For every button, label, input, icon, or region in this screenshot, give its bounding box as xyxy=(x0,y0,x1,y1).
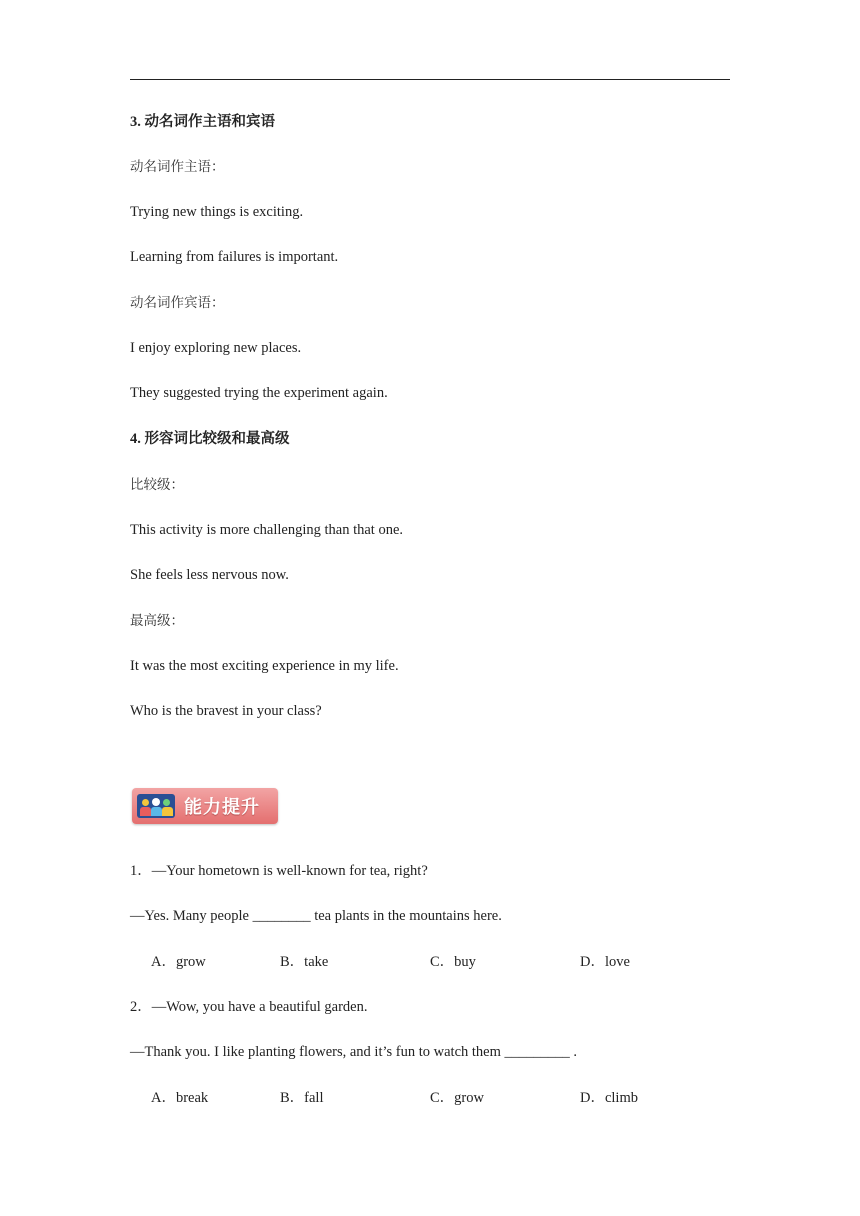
section-4-heading: 4. 形容词比较级和最高级 xyxy=(130,431,290,447)
question-1-option-b[interactable]: B．take xyxy=(280,954,329,970)
question-2-option-b[interactable]: B．fall xyxy=(280,1090,324,1106)
question-1-prompt: 1．—Your hometown is well-known for tea, right? xyxy=(130,863,428,879)
example-sentence: I enjoy exploring new places. xyxy=(130,340,302,356)
gerund-subject-label: 动名词作主语： xyxy=(130,159,225,175)
top-rule xyxy=(130,79,730,80)
question-2-option-c[interactable]: C．grow xyxy=(430,1090,484,1106)
section-3-heading: 3. 动名词作主语和宾语 xyxy=(130,114,275,130)
example-sentence: She feels less nervous now. xyxy=(130,567,289,583)
ability-improvement-badge xyxy=(132,788,278,824)
question-1-response: —Yes. Many people ________ tea plants in the mountains here. xyxy=(130,908,502,924)
question-1-option-a[interactable]: A．grow xyxy=(151,954,206,970)
question-1-option-c[interactable]: C．buy xyxy=(430,954,476,970)
example-sentence: Trying new things is exciting. xyxy=(130,204,304,220)
question-2-response: —Thank you. I like planting flowers, and it’s fun to watch them _________ . xyxy=(130,1044,578,1060)
example-sentence: They suggested trying the experiment again. xyxy=(130,385,388,401)
gerund-object-label: 动名词作宾语： xyxy=(130,295,225,311)
example-sentence: Who is the bravest in your class? xyxy=(130,703,322,719)
comparative-label: 比较级： xyxy=(130,477,184,493)
example-sentence: This activity is more challenging than that one. xyxy=(130,522,404,538)
badge-label: 能力提升 xyxy=(184,797,260,818)
group-people-icon xyxy=(137,794,175,818)
question-2-option-a[interactable]: A．break xyxy=(151,1090,209,1106)
superlative-label: 最高级： xyxy=(130,613,184,629)
example-sentence: It was the most exciting experience in my life. xyxy=(130,658,399,674)
question-2-prompt: 2．—Wow, you have a beautiful garden. xyxy=(130,999,368,1015)
example-sentence: Learning from failures is important. xyxy=(130,249,339,265)
question-1-option-d[interactable]: D．love xyxy=(580,954,630,970)
question-2-option-d[interactable]: D．climb xyxy=(580,1090,638,1106)
